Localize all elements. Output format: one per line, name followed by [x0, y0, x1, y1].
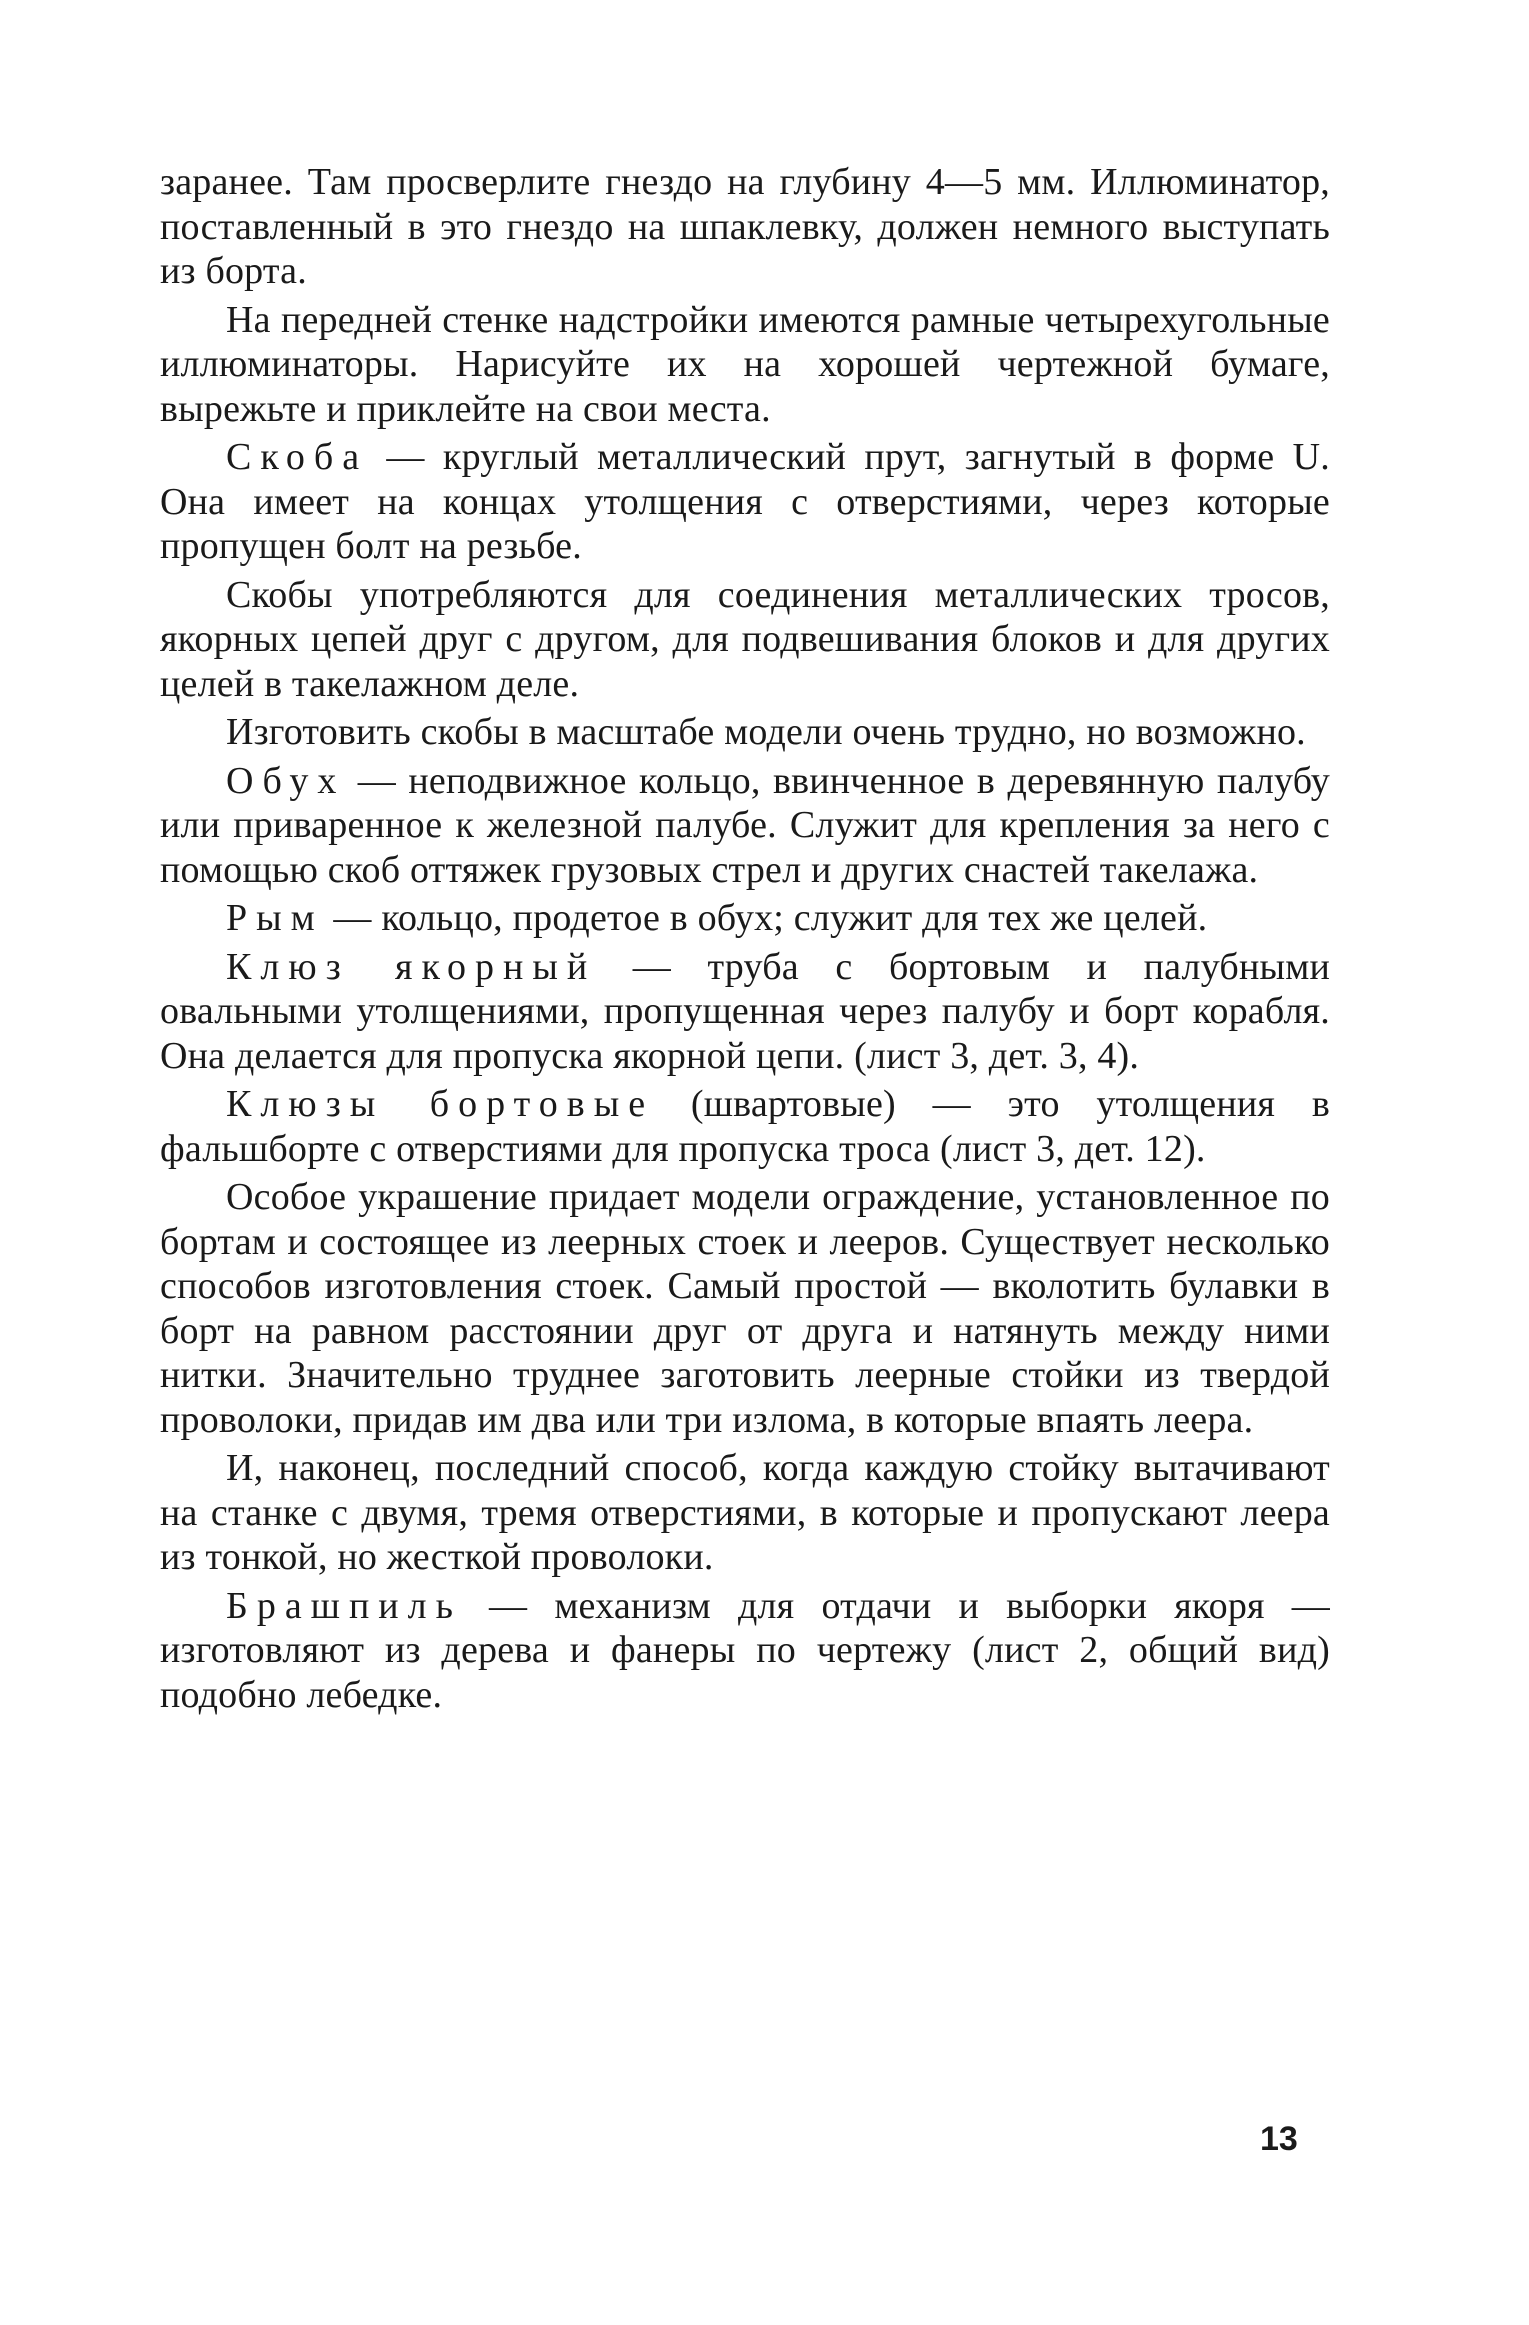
paragraph-text: — неподвижное кольцо, ввинченное в деревянную палубу или приваренное к железной палубе. Служит для крепления за него с помощью скоб оттяжек грузовых стрел и других снастей такелажа.	[160, 759, 1330, 891]
paragraph-9	[160, 1082, 1330, 1171]
term-rym: Рым	[226, 897, 324, 939]
paragraph-text: И, наконец, последний способ, когда каждую стойку вытачивают на станке с двумя, тремя отверстиями, в которые и пропускают леера из тонкой, но жесткой проволоки.	[160, 1447, 1330, 1578]
paragraph-text: — механизм для отдачи и выборки якоря — изготовляют из дерева и фанеры по чертежу (лист 2, общий вид) подобно лебедке.	[160, 1584, 1330, 1716]
paragraph-1	[160, 160, 1330, 294]
paragraph-2	[160, 298, 1330, 432]
paragraph-10	[160, 1175, 1330, 1442]
term-klyuz-yakorny: Клюз якорный	[226, 945, 597, 988]
paragraph-text: Изготовить скобы в масштабе модели очень трудно, но возможно.	[226, 711, 1306, 753]
paragraph-text: — кольцо, продетое в обух; служит для тех же целей.	[323, 897, 1208, 939]
paragraph-text: Скобы употребляются для соединения металлических тросов, якорных цепей друг с другом, для подвешивания блоков и для других целей в такелажном деле.	[160, 573, 1330, 705]
term-skoba: Скоба	[226, 436, 369, 478]
paragraph-text: — труба с бортовым и палубными овальными утолщениями, пропущенная через палубу и борт корабля. Она делается для пропуска якорной цепи. (лист 3, дет. 3, 4).	[160, 945, 1330, 1077]
term-klyuzy-bortovye: Клюзы бортовые	[226, 1083, 655, 1125]
paragraph-text: Особое украшение придает модели ограждение, установленное по бортам и состоящее из леерных стоек и лееров. Существует несколько способов изготовления стоек. Самый простой — вколотить булавки в борт на равном расстоянии друг от друга и натянуть между ними нитки. Значительно труднее заготовить леерные стойки из твердой проволоки, придав им два или три излома, в которые впаять леера.	[160, 1176, 1330, 1441]
paragraph-text: — круглый металлический прут, загнутый в форме U. Она имеет на концах утолщения с отверстиями, через которые пропущен болт на резьбе.	[160, 436, 1330, 567]
term-brashpil: Брашпиль	[226, 1584, 462, 1627]
paragraph-4	[160, 573, 1330, 707]
paragraph-12	[160, 1584, 1330, 1718]
paragraph-7	[160, 896, 1330, 941]
paragraph-8	[160, 945, 1330, 1079]
paragraph-text: (швартовые) — это утолщения в фальшборте с отверстиями для пропуска троса (лист 3, дет. 12).	[160, 1083, 1330, 1170]
paragraph-3	[160, 435, 1330, 569]
term-obukh: Обух	[226, 759, 346, 802]
page-body	[160, 160, 1330, 1721]
paragraph-6	[160, 759, 1330, 893]
paragraph-5	[160, 710, 1330, 755]
paragraph-text: На передней стенке надстройки имеются рамные четырехугольные иллюминаторы. Нарисуйте их на хорошей чертежной бумаге, вырежьте и приклейте на свои места.	[160, 298, 1330, 430]
paragraph-text: заранее. Там просверлите гнездо на глубину 4—5 мм. Иллюминатор, поставленный в это гнездо на шпаклевку, должен немного выступать из борта.	[160, 161, 1330, 292]
paragraph-11	[160, 1446, 1330, 1580]
page-number: 13	[1260, 2120, 1298, 2158]
